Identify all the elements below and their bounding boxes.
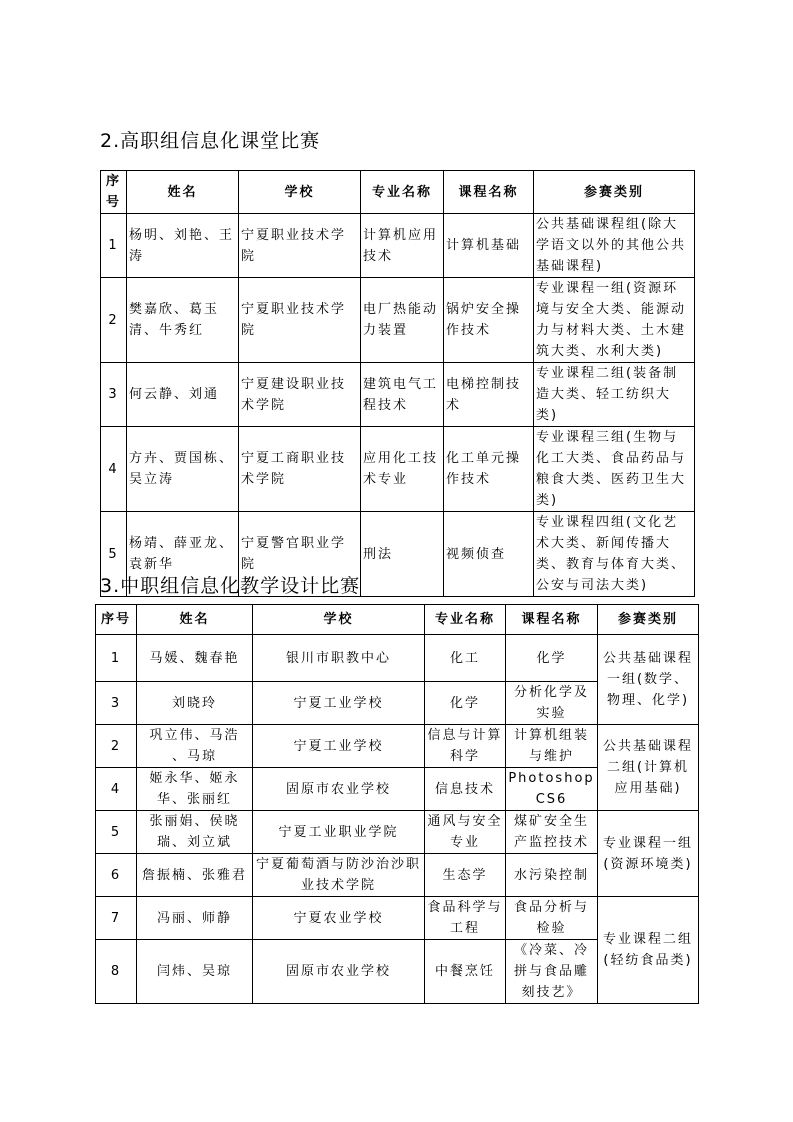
cell-course: 水污染控制 xyxy=(506,854,598,897)
cell-category: 专业课程一组(资源环境类) xyxy=(598,811,699,897)
cell-names: 姬永华、姬永华、张丽红 xyxy=(137,768,253,811)
cell-major: 应用化工技术专业 xyxy=(361,427,444,512)
cell-names: 巩立伟、马浩 、马琼 xyxy=(137,725,253,768)
cell-names: 杨明、刘艳、王涛 xyxy=(127,214,239,278)
section-2-title: 2.高职组信息化课堂比赛 xyxy=(100,130,321,152)
secondary-vocational-table xyxy=(95,604,699,1004)
cell-no: 5 xyxy=(101,512,127,597)
cell-no: 3 xyxy=(96,682,137,725)
cell-course: PhotoshopCS6 xyxy=(506,768,598,811)
cell-school: 宁夏工业学校 xyxy=(253,725,425,768)
cell-names: 樊嘉欣、葛玉清、牛秀红 xyxy=(127,278,239,363)
cell-school: 固原市农业学校 xyxy=(253,940,425,1004)
cell-names: 詹振楠、张雅君 xyxy=(137,854,253,897)
cell-course: 计算机基础 xyxy=(444,214,534,278)
header-name: 姓名 xyxy=(137,605,253,635)
header-school: 学校 xyxy=(253,605,425,635)
header-course: 课程名称 xyxy=(444,171,534,214)
cell-course: 计算机组装与维护 xyxy=(506,725,598,768)
cell-category: 专业课程一组(资源环境与安全大类、能源动力与材料大类、土木建筑大类、水利大类) xyxy=(534,278,695,363)
cell-names: 马媛、魏春艳 xyxy=(137,635,253,682)
header-school: 学校 xyxy=(239,171,361,214)
cell-school: 宁夏工商职业技术学院 xyxy=(239,427,361,512)
cell-names: 闫炜、吴琼 xyxy=(137,940,253,1004)
cell-school: 宁夏警官职业学院 xyxy=(239,512,361,597)
cell-no: 4 xyxy=(101,427,127,512)
cell-major: 电厂热能动力装置 xyxy=(361,278,444,363)
cell-school: 宁夏职业技术学院 xyxy=(239,278,361,363)
cell-names: 冯丽、师静 xyxy=(137,897,253,940)
cell-category: 公共基础课程一组(数学、物理、化学) xyxy=(598,635,699,725)
cell-names: 张丽娟、侯晓瑞、刘立斌 xyxy=(137,811,253,854)
table-header-row xyxy=(101,171,695,214)
cell-course: 《冷菜、冷拼与食品雕刻技艺》 xyxy=(506,940,598,1004)
cell-major: 刑法 xyxy=(361,512,444,597)
cell-major: 信息与计算科学 xyxy=(425,725,506,768)
header-seq: 序号 xyxy=(96,605,137,635)
cell-course: 电梯控制技术 xyxy=(444,363,534,427)
cell-no: 1 xyxy=(96,635,137,682)
cell-major: 建筑电气工程技术 xyxy=(361,363,444,427)
table-row xyxy=(101,363,695,427)
cell-course: 化学 xyxy=(506,635,598,682)
cell-no: 7 xyxy=(96,897,137,940)
cell-major: 化学 xyxy=(425,682,506,725)
cell-category: 公共基础课程二组(计算机应用基础) xyxy=(598,725,699,811)
table-row xyxy=(96,635,699,682)
cell-major: 食品科学与工程 xyxy=(425,897,506,940)
higher-vocational-table xyxy=(100,170,695,597)
cell-names: 杨靖、薛亚龙、袁新华 xyxy=(127,512,239,597)
table-row xyxy=(101,214,695,278)
cell-no: 3 xyxy=(101,363,127,427)
cell-names: 刘晓玲 xyxy=(137,682,253,725)
cell-names: 何云静、刘通 xyxy=(127,363,239,427)
header-category: 参赛类别 xyxy=(598,605,699,635)
cell-course: 食品分析与检验 xyxy=(506,897,598,940)
cell-major: 通风与安全专业 xyxy=(425,811,506,854)
cell-school: 宁夏建设职业技术学院 xyxy=(239,363,361,427)
cell-category: 专业课程二组(装备制造大类、轻工纺织大类) xyxy=(534,363,695,427)
cell-no: 5 xyxy=(96,811,137,854)
cell-school: 宁夏工业职业学院 xyxy=(253,811,425,854)
cell-category: 专业课程四组(文化艺术大类、新闻传播大类、教育与体育大类、公安与司法大类) xyxy=(534,512,695,597)
cell-major: 信息技术 xyxy=(425,768,506,811)
header-course: 课程名称 xyxy=(506,605,598,635)
section-3-title: 3.中职组信息化教学设计比赛 xyxy=(100,575,361,597)
table-row xyxy=(96,725,699,768)
cell-no: 8 xyxy=(96,940,137,1004)
table-row xyxy=(96,811,699,854)
cell-no: 1 xyxy=(101,214,127,278)
cell-school: 宁夏葡萄酒与防沙治沙职业技术学院 xyxy=(253,854,425,897)
table-row xyxy=(101,427,695,512)
cell-major: 中餐烹饪 xyxy=(425,940,506,1004)
cell-no: 6 xyxy=(96,854,137,897)
table-row xyxy=(96,897,699,940)
cell-course: 锅炉安全操作技术 xyxy=(444,278,534,363)
cell-category: 公共基础课程组(除大学语文以外的其他公共基础课程) xyxy=(534,214,695,278)
cell-names: 方卉、贾国栋、吴立涛 xyxy=(127,427,239,512)
table-row xyxy=(101,278,695,363)
cell-major: 化工 xyxy=(425,635,506,682)
cell-school: 固原市农业学校 xyxy=(253,768,425,811)
cell-category: 专业课程三组(生物与化工大类、食品药品与粮食大类、医药卫生大类) xyxy=(534,427,695,512)
cell-course: 煤矿安全生产监控技术 xyxy=(506,811,598,854)
header-category: 参赛类别 xyxy=(534,171,695,214)
cell-no: 2 xyxy=(101,278,127,363)
header-major: 专业名称 xyxy=(361,171,444,214)
cell-school: 宁夏工业学校 xyxy=(253,682,425,725)
cell-course: 视频侦查 xyxy=(444,512,534,597)
cell-no: 2 xyxy=(96,725,137,768)
cell-no: 4 xyxy=(96,768,137,811)
table-header-row xyxy=(96,605,699,635)
cell-school: 宁夏职业技术学院 xyxy=(239,214,361,278)
cell-school: 宁夏农业学校 xyxy=(253,897,425,940)
header-seq: 序号 xyxy=(101,171,127,214)
cell-major: 计算机应用技术 xyxy=(361,214,444,278)
cell-course: 化工单元操作技术 xyxy=(444,427,534,512)
header-major: 专业名称 xyxy=(425,605,506,635)
cell-major: 生态学 xyxy=(425,854,506,897)
cell-category: 专业课程二组(轻纺食品类) xyxy=(598,897,699,1004)
cell-school: 银川市职教中心 xyxy=(253,635,425,682)
cell-course: 分析化学及实验 xyxy=(506,682,598,725)
header-name: 姓名 xyxy=(127,171,239,214)
